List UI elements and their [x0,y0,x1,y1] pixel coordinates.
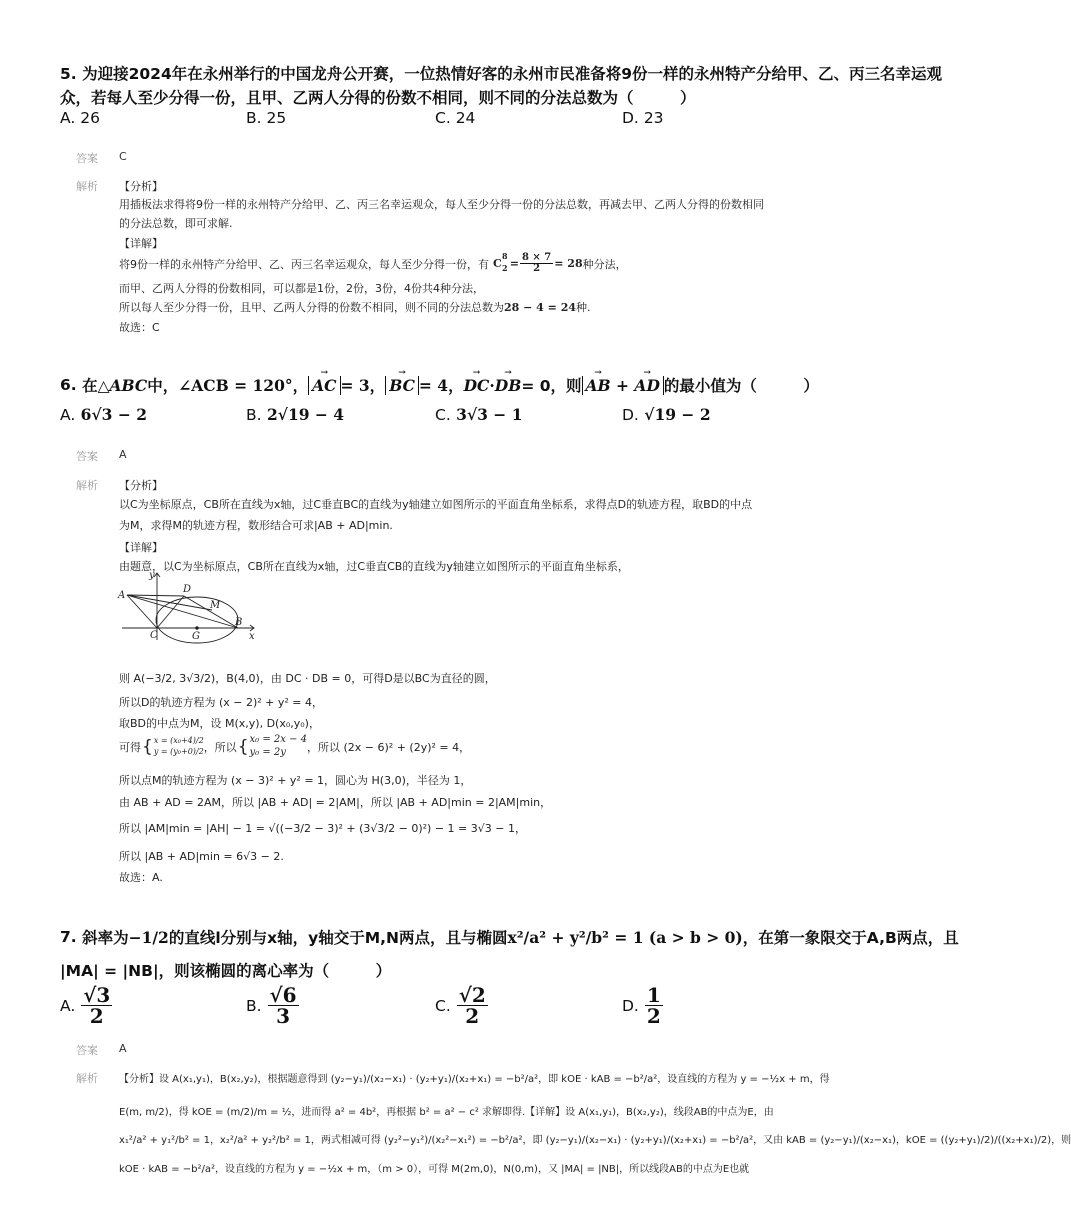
q5-option-a: A. 26 [60,109,100,127]
q5-stem-text-1: 为迎接2024年在永州举行的中国龙舟公开赛，一位热情好客的永州市民准备将9份一样的永州特产分给甲、乙、丙三名幸运观 [82,65,943,83]
q5-number: 5. [60,65,77,83]
q6-analysis-line2: 为M，求得M的轨迹方程，数形结合可求|AB + AD|min. [119,519,393,532]
q5-analysis-line1: 用插板法求得将9份一样的永州特产分给甲、乙、丙三名幸运观众，每人至少分得一份的分法总数，再减去甲、乙两人分得的份数相同 [119,198,764,211]
q6-line-d: 可得 { x = (x₀+4)/2 y = (y₀+0)/2 ，所以 { x₀ = 2x − 4 y₀ = 2y ，所以 (2x − 6)² + (2y)² = 4， [119,734,471,758]
q6-line-a: 则 A(−3/2, 3√3/2)，B(4,0)，由 DC · DB = 0，可得D是以BC为直径的圆， [119,672,496,685]
q5-detail-heading: 【详解】 [119,237,163,250]
q7-solution-line3: x₁²/a² + y₁²/b² = 1，x₂²/a² + y₂²/b² = 1，两式相减可得 (y₂²−y₁²)/(x₂²−x₁²) = −b²/a²，即 (y₂−y₁)/(x₂−x₁) · (y₂+y₁)/(x₂+x₁) = −b²/a²，又由 kAB = (y₂−y₁)/(x₂−x₁)，kOE = ((y₂+y₁)/2)/((x₂+x₁)/2)，则 [119,1135,1071,1146]
q5-stem-line2: 众，若每人至少分得一份，且甲、乙两人分得的份数不相同，则不同的分法总数为（ ） [60,89,696,107]
q5-detail-line2: 而甲、乙两人分得的份数相同，可以都是1份，2份，3份，4份共4种分法， [119,282,484,295]
q5-answer-tag: 答案 [76,152,98,165]
label-y: y [149,570,155,581]
q6-choice: 故选：A. [119,871,163,884]
q6-analysis-heading: 【分析】 [119,479,163,492]
q6-option-c: C. 3√3 − 1 [435,405,523,424]
q7-solution-line2: E(m, m/2)，得 kOE = (m/2)/m = ½，进而得 a² = 4b²，再根据 b² = a² − c² 求解即得.【详解】设 A(x₁,y₁)，B(x₂,y₂)，线段AB的中点为E，由 [119,1107,774,1118]
q5-option-c: C. 24 [435,109,476,127]
label-b: B [235,617,243,628]
q5-option-d: D. 23 [622,109,664,127]
q7-solution-line1: 【分析】设 A(x₁,y₁)，B(x₂,y₂)，根据题意得到 (y₂−y₁)/(x₂−x₁) · (y₂+y₁)/(x₂+x₁) = −b²/a²，即 kOE · kAB = −b²/a²，设直线的方程为 y = −½x + m，得 [119,1074,830,1085]
q6-line-b: 所以D的轨迹方程为 (x − 2)² + y² = 4， [119,696,324,709]
q6-line-g: 所以 |AM|min = |AH| − 1 = √((−3/2 − 3)² + (3√3/2 − 0)²) − 1 = 3√3 − 1， [119,822,526,835]
q7-answer: A [119,1042,127,1055]
q6-line-h: 所以 |AB + AD|min = 6√3 − 2. [119,850,284,863]
q7-option-c: C. $\frac{√2}{2}$ [435,983,486,1028]
segment-ad [127,595,184,596]
q5-stem-line1 [60,62,942,84]
label-m: M [210,600,221,611]
q6-option-b: B. 2√19 − 4 [246,405,345,424]
q6-number: 6. [60,376,77,394]
q5-answer: C [119,150,127,163]
q7-option-b: B. $\frac{√6}{3}$ [246,983,297,1028]
point-g [195,626,199,630]
q5-analysis-tag: 解析 [76,180,98,193]
q7-answer-tag: 答案 [76,1044,98,1057]
q7-analysis-tag: 解析 [76,1072,98,1085]
q6-coordinate-figure [116,568,266,642]
q5-detail-line3: 所以每人至少分得一份，且甲、乙两人分得的份数不相同，则不同的分法总数为28 − 4 = 24种. [119,301,591,314]
segment-ab [127,595,238,628]
q6-option-a: A. 6√3 − 2 [60,405,147,424]
q5-choice: 故选：C [119,321,160,334]
q6-line-e: 所以点M的轨迹方程为 (x − 3)² + y² = 1，圆心为 H(3,0)，半径为 1， [119,774,472,787]
q6-line-c: 取BD的中点为M，设 M(x,y), D(x₀,y₀)， [119,717,320,730]
q7-option-d: D. $\frac{1}{2}$ [622,983,661,1028]
q6-answer: A [119,448,127,461]
label-c: C [150,630,158,641]
q7-stem-line2: |MA| = |NB|，则该椭圆的离心率为（ ） [60,962,392,980]
q5-detail-line1: 将9份一样的永州特产分给甲、乙、丙三名幸运观众，每人至少分得一份，有 C 8 2 = $\frac{8 \times 7}{2}$ = 28 种分法， [119,251,627,274]
q6-line-f: 由 AB + AD = 2AM，所以 |AB + AD| = 2|AM|，所以 |AB + AD|min = 2|AM|min， [119,796,552,809]
q5-analysis-line2: 的分法总数，即可求解. [119,217,233,230]
q6-detail-heading: 【详解】 [119,541,163,554]
q7-solution-line4: kOE · kAB = −b²/a²，设直线的方程为 y = −½x + m，（m > 0），可得 M(2m,0)，N(0,m)，又 |MA| = |NB|，所以线段AB的中点为E也就 [119,1164,750,1175]
q6-answer-tag: 答案 [76,450,98,463]
label-g: G [192,631,200,642]
q6-analysis-tag: 解析 [76,479,98,492]
label-x: x [249,631,255,642]
q6-stem: 6. 在△ ABC 中， ∠ACB = 120°， → AC = 3， → BC = 4， → DC · → DB = 0，则 → AB + → AD 的最小值为（ ） [60,367,819,395]
q6-detail-line1: 由题意，以C为坐标原点，CB所在直线为x轴，过C垂直CB的直线为y轴建立如图所示的平面直角坐标系， [119,560,629,573]
q5-analysis-heading: 【分析】 [119,180,163,193]
q7-number: 7. [60,928,77,946]
label-d: D [183,584,192,595]
label-a: A [118,590,126,601]
q5-option-b: B. 25 [246,109,287,127]
q7-stem-line1: 7. 斜率为 −1/2 的直线l分别与x轴，y轴交于M,N两点，且与椭圆 x²/a² + y²/b² = 1 (a > b > 0) ，在第一象限交于A,B两点，且 [60,927,959,947]
q6-option-d: D. √19 − 2 [622,405,711,424]
q7-option-a: A. $\frac{√3}{2}$ [60,983,111,1028]
q6-analysis-line1: 以C为坐标原点，CB所在直线为x轴，过C垂直BC的直线为y轴建立如图所示的平面直角坐标系，求得点D的轨迹方程，取BD的中点 [119,498,753,511]
